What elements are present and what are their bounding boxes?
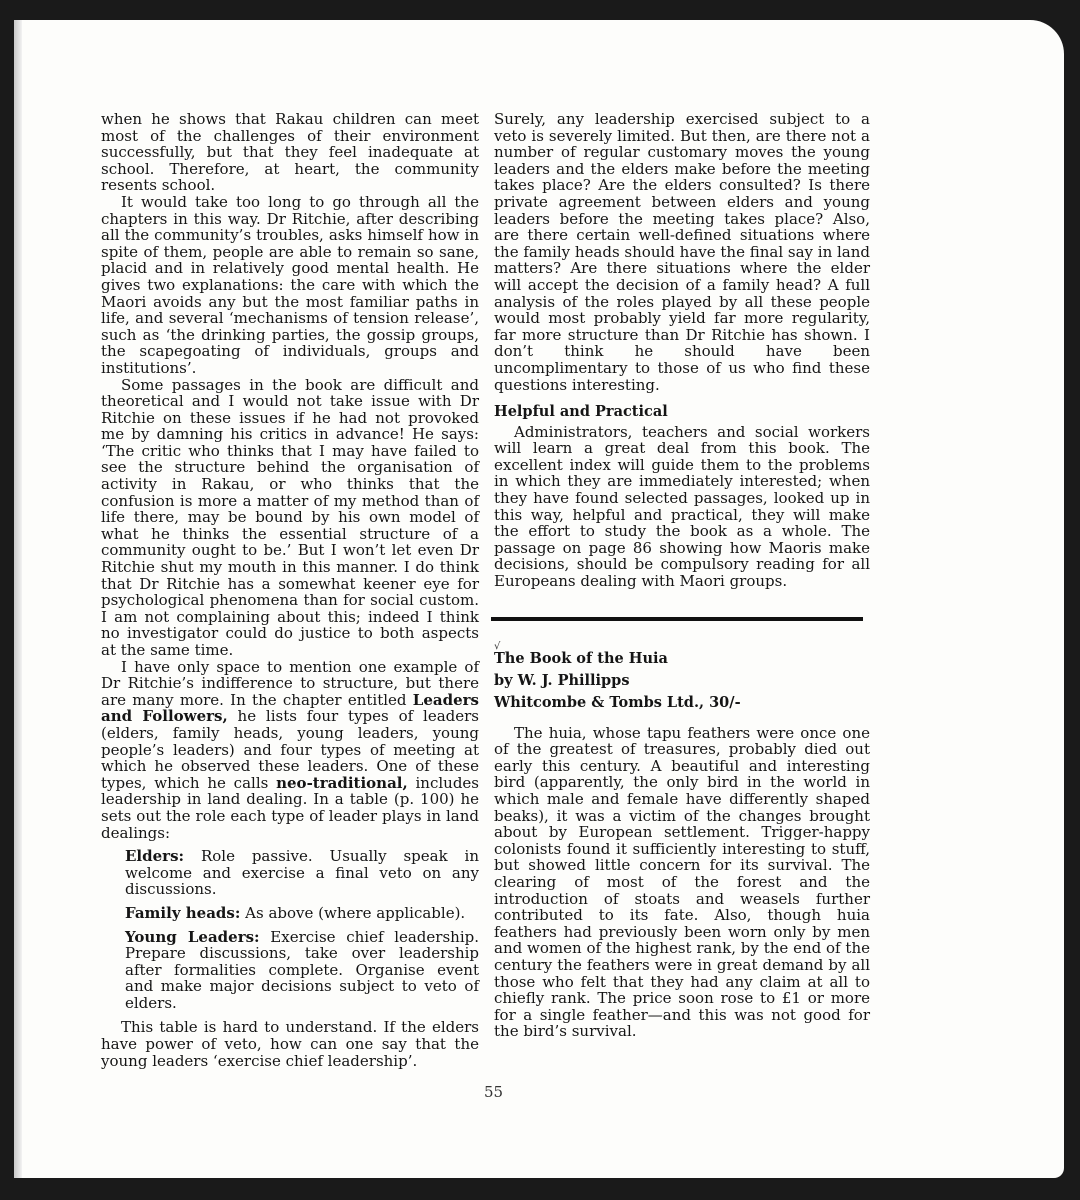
left-column [101,111,479,1069]
table-entry-family-heads [101,905,479,922]
paragraph: Some passages in the book are difficult and theoretical and I would not take issue with Dr Ritchie on these issues if he had not provoked me by damning his critics in advance! He says: ‘The critic who thinks that I may have failed to see the structure behind the organisation of activity in Rakau, or who thinks that the confusion is more a matter of my method than of life there, may be bound by his own model of what he thinks the essential structure of a community ought to be.’ But I won’t let even Dr Ritchie shut my mouth in this manner. I do think that Dr Ritchie has a somewhat keener eye for psychological phenomena than for social custom. I am not complaining about this; indeed I think no investigator could do justice to both aspects at the same time. [101,375,479,659]
right-column [494,111,870,1040]
table-entry-young-leaders [101,929,479,1012]
paragraph: This table is hard to understand. If the elders have power of veto, how can one say that the young leaders ‘exercise chief leadership’. [101,1018,479,1070]
entry-label: Family heads: [125,903,241,922]
page-number: 55 [484,1083,504,1101]
entry-label: Elders: [125,847,185,866]
paragraph: when he shows that Rakau children can meet most of the challenges of their environment successfully, but that they feel inadequate at school. Therefore, at heart, the community resents school. [101,110,479,195]
page-spine [14,20,22,1178]
paragraph-leaders [101,659,479,842]
bold-term: neo-traditional, [276,773,408,792]
book-title: The Book of the Huia [494,649,668,667]
text-run: he lists four types of leaders (elders, family heads, young leaders, young people’s leaders) and four types of meeting at which he observed these leaders. One of these types, which he calls [101,707,479,792]
entry-text: Role passive. Usually speak in welcome and exercise a final veto on any discussions. [125,847,479,899]
book-author: by W. J. Phillipps [494,671,630,689]
entry-text: Exercise chief leadership. Prepare discussions, take over leadership after formalities complete. Organise event and make major decisions subject to veto of elders. [125,927,479,1012]
section-heading: Helpful and Practical [494,403,668,421]
paragraph: It would take too long to go through all the chapters in this way. Dr Ritchie, after describing all the community’s troubles, asks himself how in spite of them, people are able to remain so sane, placid and in relatively good mental health. He gives two explanations: the care with which the Maori avoids any but the most familiar paths in life, and several ‘mechanisms of tension release’, such as ‘the drinking parties, the gossip groups, the scapegoating of individuals, groups and institutions’. [101,192,479,377]
paragraph: Surely, any leadership exercised subject to a veto is severely limited. But then, are there not a number of regular customary moves the young leaders and the elders make before the meeting takes place? Are the elders consulted? Is there private agreement between elders and young leaders before the meeting takes place? Also, are there certain well-defined situations where the family heads should have the final say in land matters? Are there situations where the elder will accept the decision of a family head? A full analysis of the roles played by all these people would most probably yield far more regularity, far more structure than Dr Ritchie has shown. I don’t think he should have been uncomplimentary to those of us who find these questions interesting. [494,110,870,394]
magazine-page [14,20,1064,1178]
check-mark-icon: √ [494,640,501,652]
paragraph: The huia, whose tapu feathers were once one of the greatest of treasures, probably died out early this century. A beautiful and interesting bird (apparently, the only bird in the world in which male and female have differently shaped beaks), it was a victim of the changes brought about by European settlement. Trigger-happy colonists found it sufficiently interesting to stuff, but showed little concern for its survival. The clearing of most of the forest and the introduction of stoats and weasels further contributed to its fate. Also, though huia feathers had previously been worn only by men and women of the highest rank, by the end of the century the feathers were in great demand by all those who felt that they had any claim at all to chiefly rank. The price soon rose to £1 or more for a single feather—and this was not good for the bird’s survival. [494,723,870,1041]
entry-text: As above (where applicable). [240,903,466,922]
paragraph: Administrators, teachers and social workers will learn a great deal from this book. The excellent index will guide them to the problems in which they are immediately interested; when they have found selected passages, looked up in this way, helpful and practical, they will make the effort to study the book as a whole. The passage on page 86 showing how Maoris make decisions, should be compulsory reading for all Europeans dealing with Maori groups. [494,422,870,591]
text-run: I have only space to mention one example of Dr Ritchie’s indifference to structure, but there are many more. In the chapter entitled [101,657,479,709]
text-run: includes leadership in land dealing. In a table (p. 100) he sets out the role each type of leader plays in land dealings: [101,773,479,842]
section-divider [491,617,863,621]
book-publisher: Whitcombe & Tombs Ltd., 30/- [494,693,741,711]
table-entry-elders [101,848,479,898]
entry-label: Young Leaders: [125,927,260,946]
bold-chapter-title: Leaders and Followers, [101,690,479,726]
